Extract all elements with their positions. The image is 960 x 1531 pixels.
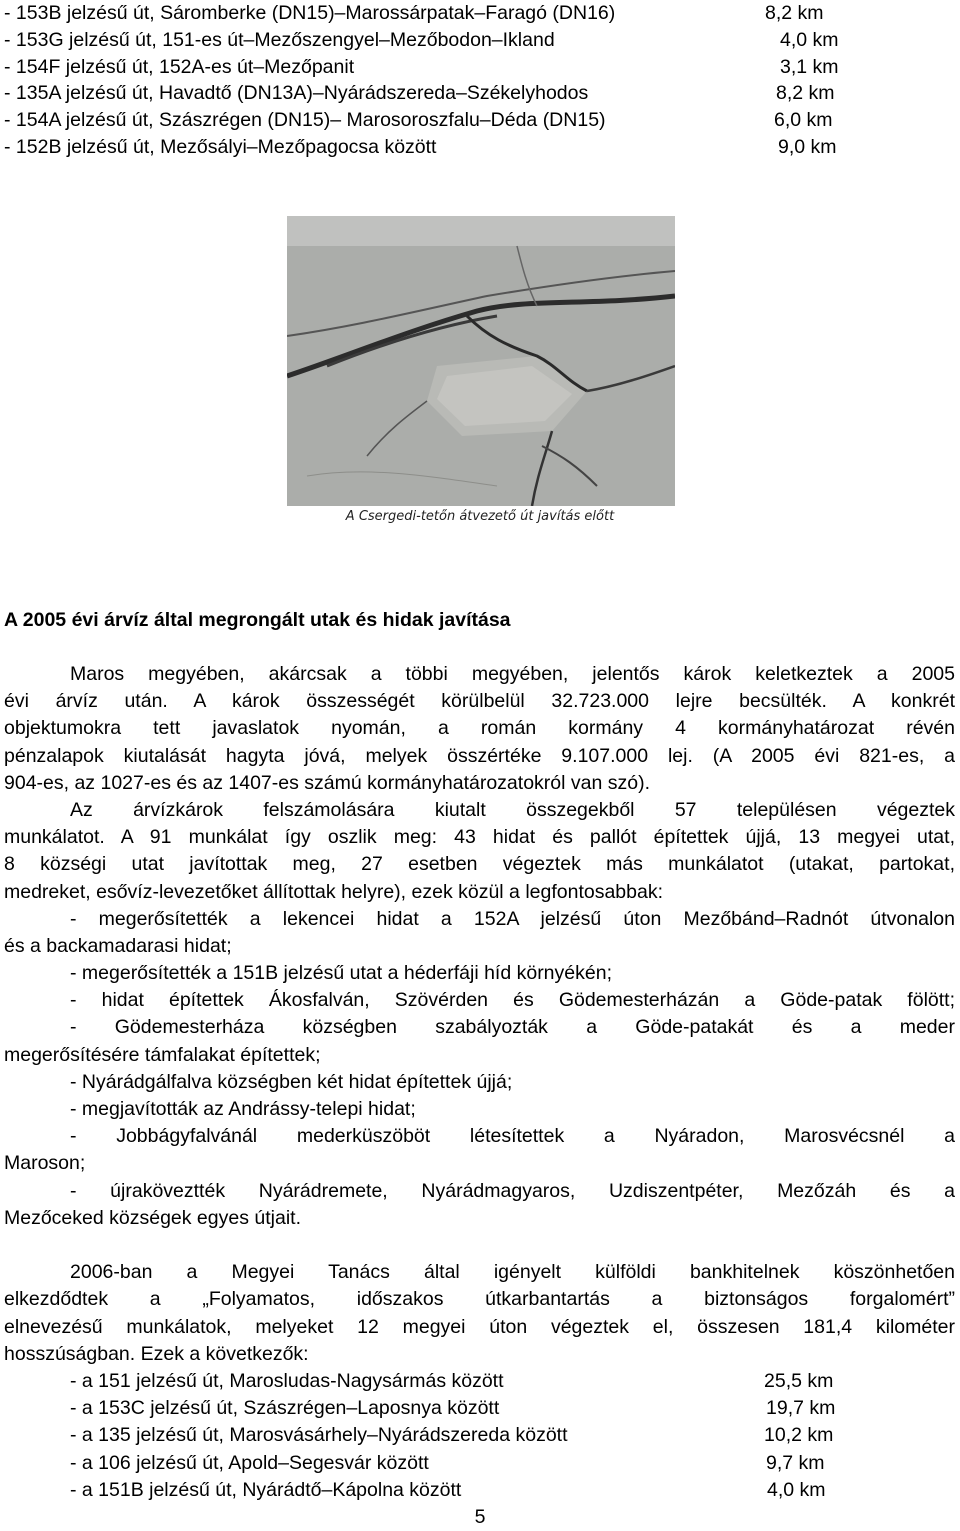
text-line: objektumokra tett javaslatok nyomán, a román kormány 4 kormányhatározat révén <box>4 717 955 740</box>
road-item <box>70 1450 870 1477</box>
road-item <box>4 134 864 161</box>
text-line: - Nyárádgálfalva községben két hidat építettek újjá; <box>70 1070 513 1093</box>
road-item <box>4 0 864 27</box>
paragraph-spacer <box>4 1232 955 1259</box>
text-line: megerősítésére támfalakat építettek; <box>4 1043 321 1066</box>
road-name: - 154A jelzésű út, Szászrégen (DN15)– Marosoroszfalu–Déda (DN15) <box>4 109 606 132</box>
cracked-road-photo <box>287 216 675 506</box>
text-line: hosszúságban. Ezek a következők: <box>4 1342 309 1365</box>
text-line: - megjavították az Andrássy-telepi hidat; <box>70 1098 416 1120</box>
text-line: - újraköveztték Nyárádremete, Nyárádmagyaros, Uzdiszentpéter, Mezőzáh és a <box>70 1179 955 1202</box>
road-length: 25,5 km <box>764 1370 834 1392</box>
road-length: 8,2 km <box>765 2 824 24</box>
road-length: 3,1 km <box>780 55 839 78</box>
road-name: - a 153C jelzésű út, Szászrégen–Laposnya között <box>70 1397 500 1420</box>
road-item <box>70 1395 870 1422</box>
section-heading: A 2005 évi árvíz által megrongált utak és hidak javítása <box>4 609 511 631</box>
text-line: - Gödemesterháza községben szabályozták a Göde-patakát és a meder <box>70 1016 955 1039</box>
road-length: 4,0 km <box>767 1478 826 1501</box>
text-line: Az árvízkárok felszámolására kiutalt összegekből 57 településen végeztek <box>70 798 955 821</box>
road-name: - 154F jelzésű út, 152A-es út–Mezőpanit <box>4 55 355 78</box>
road-list-top <box>4 0 864 161</box>
text-line: 2006-ban a Megyei Tanács által igényelt külföldi bankhitelnek köszönhetően <box>70 1261 955 1284</box>
road-name: - 153B jelzésű út, Sáromberke (DN15)–Marossárpatak–Faragó (DN16) <box>4 2 616 24</box>
text-line: elkezdődtek a „Folyamatos, időszakos útkarbantartás a biztonságos forgalomért” <box>4 1288 955 1311</box>
road-name: - 152B jelzésű út, Mezősályi–Mezőpagocsa között <box>4 135 437 158</box>
text-line: 8 községi utat javítottak meg, 27 esetben végeztek más munkálatot (utakat, partokat, <box>4 853 955 876</box>
text-line: pénzalapok kiutalását hagyta jóvá, melyek összértéke 9.107.000 lej. (A 2005 évi 821-es, a <box>4 744 955 767</box>
road-length: 9,0 km <box>778 135 837 158</box>
text-line: - megerősítették a 151B jelzésű utat a héderfáji híd környékén; <box>70 962 612 985</box>
road-item <box>70 1368 870 1395</box>
road-length: 10,2 km <box>764 1424 834 1447</box>
road-name: - 153G jelzésű út, 151-es út–Mezőszengyel–Mezőbodon–Ikland <box>4 28 555 51</box>
road-name: - a 151B jelzésű út, Nyárádtő–Kápolna között <box>70 1478 462 1501</box>
road-list-bottom <box>70 1368 870 1504</box>
road-item <box>70 1477 870 1504</box>
road-item <box>4 54 864 81</box>
photo-caption: A Csergedi-tetőn átvezető út javítás előtt <box>345 509 615 524</box>
road-item <box>4 27 864 54</box>
road-item <box>4 107 864 134</box>
road-name: - a 135 jelzésű út, Marosvásárhely–Nyárádszereda között <box>70 1424 568 1447</box>
page-number: 5 <box>474 1506 486 1528</box>
road-item <box>70 1422 870 1449</box>
text-line: medreket, esővíz-levezetőket állítottak helyre), ezek közül a legfontosabbak: <box>4 880 664 903</box>
road-length: 4,0 km <box>780 28 839 51</box>
text-line: munkálatot. A 91 munkálat így oszlik meg: 43 hidat és pallót építettek újjá, 13 megyei utat, <box>4 826 955 849</box>
road-length: 9,7 km <box>766 1451 825 1474</box>
road-length: 8,2 km <box>776 82 835 105</box>
road-length: 19,7 km <box>766 1397 836 1420</box>
road-length: 6,0 km <box>774 109 833 132</box>
road-name: - a 151 jelzésű út, Marosludas-Nagysármás között <box>70 1370 504 1392</box>
text-line: - Jobbágyfalvánál mederküszöböt létesítettek a Nyáradon, Marosvécsnél a <box>70 1125 955 1148</box>
text-line: - megerősítették a lekencei hidat a 152A jelzésű úton Mezőbánd–Radnót útvonalon <box>70 907 955 930</box>
text-line: - hidat építettek Ákosfalván, Szövérden és Gödemesterházán a Göde-patak fölött; <box>70 989 955 1012</box>
road-item <box>4 80 864 107</box>
text-line: Mezőceked községek egyes útjait. <box>4 1206 301 1229</box>
text-line: évi árvíz után. A károk összességét körülbelül 32.723.000 lejre becsülték. A konkrét <box>4 690 955 713</box>
text-line: elnevezésű munkálatok, melyeket 12 megyei úton végeztek el, összesen 181,4 kilométer <box>4 1315 955 1338</box>
text-line: Maros megyében, akárcsak a többi megyében, jelentős károk keletkeztek a 2005 <box>70 663 955 685</box>
road-name: - a 106 jelzésű út, Apold–Segesvár között <box>70 1451 429 1474</box>
body-text <box>4 661 955 1368</box>
text-line: 904-es, az 1027-es és az 1407-es számú kormányhatározatokról van szó). <box>4 771 650 794</box>
road-name: - 135A jelzésű út, Havadtő (DN13A)–Nyárádszereda–Székelyhodos <box>4 82 589 105</box>
text-line: Maroson; <box>4 1152 86 1175</box>
text-line: és a backamadarasi hidat; <box>4 934 232 957</box>
